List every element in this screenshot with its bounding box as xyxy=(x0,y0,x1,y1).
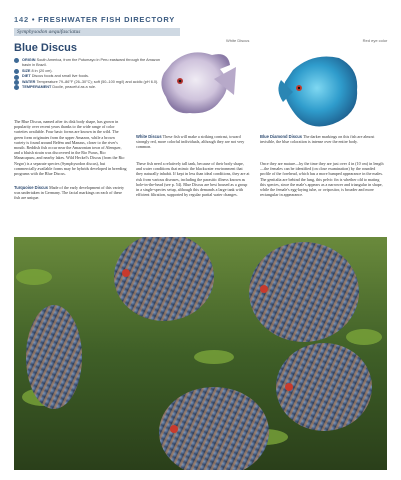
turquoise-note xyxy=(14,185,127,201)
turquoise-text: Made of the early development of this variety was undertaken in Germany. The facial markings on each of these fish are unique. xyxy=(14,185,124,201)
white-discus-note: White Discus These fish will make a striking contrast, toward strongly red, more colorful individuals, although they are not very common. xyxy=(136,134,245,150)
species-title: Blue Discus xyxy=(14,42,77,54)
temperament-icon xyxy=(14,85,19,90)
blue-discus-photo xyxy=(275,50,370,132)
sexing-paragraph: Once they are mature—by the time they are just over 4 in (10 cm) in length—the females can be identified (on close examination) by the rounded profile of the forehead, which has a more humped appearance in the males. The genitalia are behind the lung, this pelvic fin is whether old to mating this species, since the male's appears as a narrower and triangular in shape, while the female's egg-laying tube, or ovipositor, is broader and more rectangular in appearance. xyxy=(260,161,384,198)
header-separator: • xyxy=(31,15,39,24)
care-paragraph: These fish need a relatively tall tank, because of their body shape, and water conditions that mimic the blackwater environment that they naturally inhabit. If kept in less than ideal conditions, they are at risk from various diseases, including the parasitic illness known as hole-in-the-head (see p. 54). Blue Discus are best housed as a group in a single-species setup, although this demands a large tank with efficient filtration, supported by regular partial water changes. xyxy=(136,161,250,198)
blue-diamond-note: Blue Diamond Discus The darker markings on this fish are almost invisible, the blue coloration is intense over the entire body. xyxy=(260,134,375,145)
diet-icon xyxy=(14,75,19,80)
turquoise-heading: Turquoise Discus xyxy=(14,185,49,190)
caption-white: White Discus xyxy=(226,38,250,43)
page-header xyxy=(14,15,175,24)
white-discus-photo xyxy=(150,45,250,125)
intro-paragraph: The Blue Discus, named after its disk body shape, has grown in popularity over recent years thanks to the wide range of color varieties available. Four basic forms are known in the wild. The green form originates from the upper Amazon, while a brown variety is found around Belém and Manaus, closer to the river's mouth. Reddish fish occur near the Amazonian town of Alenquer, and a bluish strain was discovered in the Rio Purus, Rio Manacapuru, and nearby lakes. Wild Heckel's Discus (from the Rio Negro) is a separate species (Symphysodon discus), but commercially available forms may be hybrids developed in breeding programs with the Blue Discus. xyxy=(14,119,127,177)
section-title: FRESHWATER FISH DIRECTORY xyxy=(38,15,176,24)
origin-icon xyxy=(14,58,19,63)
fact-origin: ORIGIN South America, from the Putumayo in Peru eastward through the Amazon basin in Brazil. xyxy=(14,58,164,69)
water-icon xyxy=(14,80,19,85)
fact-list xyxy=(14,58,164,90)
fact-size: SIZE 8 in (20 cm). xyxy=(14,69,164,74)
scientific-name: Symphysodon aequifasciatus xyxy=(17,29,81,35)
page-number: 142 xyxy=(14,15,29,24)
fact-diet: DIET Discus foods and small live foods. xyxy=(14,74,164,79)
fact-water: WATER Temperature 79–86°F (26–30°C); soft (50–100 mg/l) and acidic (pH 6.0). xyxy=(14,80,164,85)
fact-temperament: TEMPERAMENT Docile, peaceful as a rule. xyxy=(14,85,164,90)
caption-red-eye: Red eye color xyxy=(362,38,388,43)
aquarium-photo xyxy=(14,237,387,470)
scientific-name-bar xyxy=(14,28,180,36)
